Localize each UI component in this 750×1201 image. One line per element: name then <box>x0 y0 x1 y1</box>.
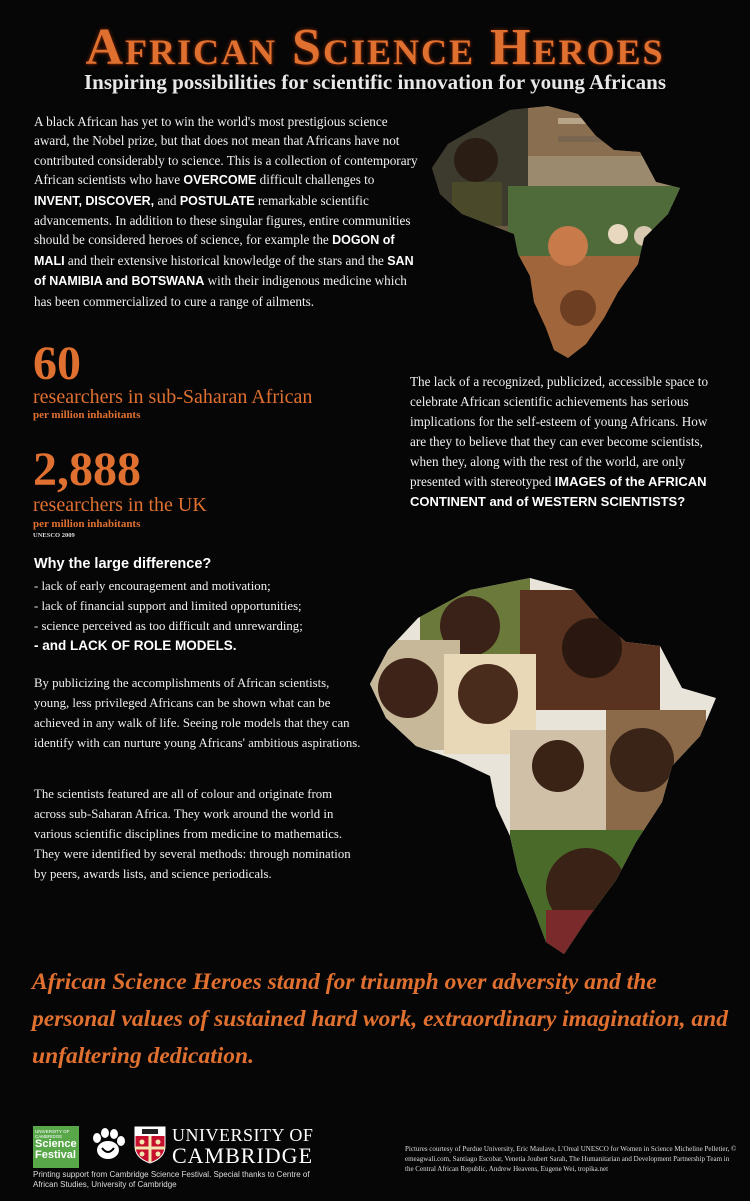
africa-photo-map-top <box>418 96 688 362</box>
why-title: Why the large difference? <box>34 556 212 572</box>
africa-portraits-map <box>360 570 724 960</box>
why-list <box>34 576 374 656</box>
list-item: - science perceived as too difficult and unrewarding; <box>34 619 303 633</box>
university-name-line2: CAMBRIDGE <box>172 1143 314 1168</box>
page-title: African Science Heroes <box>85 19 665 76</box>
stat-uk-label: researchers in the UK <box>33 494 207 516</box>
featured-paragraph: The scientists featured are all of colour and originate from across sub-Saharan Africa. They work around the world in various scientific disciplines from medicine to mathematics. They were identified by several methods: through nomination by peers, awards lists, and science periodicals. <box>34 787 351 881</box>
stat-uk-number: 2,888 <box>33 443 141 496</box>
list-item: - lack of financial support and limited opportunities; <box>34 599 302 613</box>
stat-source: UNESCO 2009 <box>33 532 75 539</box>
list-item: - and LACK OF ROLE MODELS. <box>34 638 237 653</box>
footer-support: Printing support from Cambridge Science Festival. Special thanks to Centre of African Studies, University of Cambridge <box>33 1170 310 1189</box>
intro-paragraph: A black African has yet to win the world's most prestigious science award, the Nobel prize, but that does not mean that Africans have not contributed considerably to science. This is a collection of contemporary African scientists who have OVERCOME difficult challenges to INVENT, DISCOVER, and POSTULATE remarkable scientific advancements. In addition to these singular figures, entire communities should be considered heroes of science, for example the DOGON of MALI and their extensive historical knowledge of the stars and the SAN of NAMIBIA and BOTSWANA with their indigenous medicine which has been commercialized to cure a range of ailments. <box>34 114 418 309</box>
stat-africa-label: researchers in sub-Saharan African <box>33 386 313 408</box>
lack-paragraph: The lack of a recognized, publicized, accessible space to celebrate African scientific achievements has serious implications for the self-esteem of young Africans. How are they to believe that they can ever become scientists, when they, along with the rest of the world, are only presented with stereotyped IMAGES of the AFRICAN CONTINENT and of WESTERN SCIENTISTS? <box>410 374 709 509</box>
university-name-line1: UNIVERSITY OF <box>172 1125 314 1145</box>
cambridge-shield-icon <box>134 1126 166 1164</box>
tagline: African Science Heroes stand for triumph over adversity and the personal values of sustained hard work, extraordinary imagination, and unfaltering dedication. <box>32 969 728 1069</box>
publicizing-paragraph: By publicizing the accomplishments of African scientists, young, less privileged Africans can be shown what can be achieved in any walk of life. Seeing role models that they can identify with can nurture young Africans' ambitious aspirations. <box>34 676 361 750</box>
list-item: - lack of early encouragement and motivation; <box>34 579 271 593</box>
science-festival-logo: UNIVERSITY OF CAMBRIDGE Science Festival <box>33 1126 79 1168</box>
stat-uk-sub: per million inhabitants <box>33 518 141 530</box>
stat-africa-sub: per million inhabitants <box>33 409 141 421</box>
page-subtitle: Inspiring possibilities for scientific innovation for young Africans <box>83 70 667 94</box>
stat-africa-number: 60 <box>33 337 81 390</box>
paw-logo-icon <box>88 1126 128 1166</box>
photo-credits: Pictures courtesy of Purdue University, Eric Maulave, L'Oreal UNESCO for Women in Science Micheline Pelletier, © emeagwali.com, Santiago Escobar, Venetia Joubert Sarah, The Humanitarian and Development Partnership Team in the Central African Republic, Andrew Heavens, Eugene Wei, tropika.net <box>405 1145 737 1173</box>
